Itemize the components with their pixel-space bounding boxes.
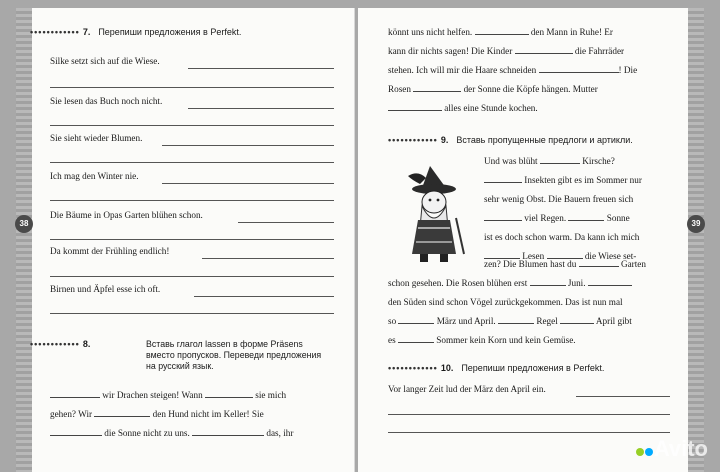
text-fragment: die Fahrräder [574,46,625,56]
answer-line[interactable] [162,145,334,146]
gap-blank[interactable] [475,26,529,35]
text-fragment: Garten [620,259,646,269]
task-7-header [30,27,241,38]
page-number-right: 39 [687,215,705,233]
text-fragment: Lesen [522,251,545,261]
answer-line[interactable] [50,87,334,88]
task-title: Перепиши предложения в Perfekt. [98,27,242,37]
answer-line[interactable] [388,432,670,433]
answer-line[interactable] [50,313,334,314]
gap-blank[interactable] [515,45,573,54]
right-page-edge [688,8,704,472]
task-title: Вставь пропущенные предлоги и артикли. [456,135,633,145]
text-fragment: zen? Die Blumen hast du [484,259,577,269]
text-fragment: könnt uns nicht helfen. [388,27,473,37]
gap-blank[interactable] [579,258,619,267]
text-fragment: wir Drachen steigen! Wann [102,390,203,400]
logo-dot-icon [636,448,644,456]
text-fragment: das, ihr [266,428,294,438]
text-fragment: Kirsche? [582,156,615,166]
task-number: 10. [440,363,454,373]
instruction-line: на русский язык. [146,361,214,371]
text-fragment: sehr wenig Obst. Die Bauern freuen sich [484,194,634,204]
answer-line[interactable] [576,396,670,397]
answer-line[interactable] [50,239,334,240]
answer-line[interactable] [50,276,334,277]
task-number: 9. [440,135,449,145]
task-title: Перепиши предложения в Perfekt. [461,363,605,373]
text-fragment: Rosen [388,84,411,94]
answer-line[interactable] [202,258,334,259]
text-fragment: der Sonne die Köpfe hängen. Mutter [463,84,598,94]
sentence: Sie sieht wieder Blumen. [50,133,143,143]
task-number: 8. [82,339,91,349]
gap-blank[interactable] [50,427,102,436]
sentence: Die Bäume in Opas Garten blühen schon. [50,210,203,220]
text-fragment: ! Die [618,65,638,75]
text-fragment: Und was blüht [484,156,538,166]
watermark-text: Avito [653,436,708,461]
task-9-header [388,135,633,146]
text-fragment: so [388,316,397,326]
task-9-text-upper [484,152,676,266]
text-fragment: sie mich [255,390,287,400]
text-fragment: schon gesehen. Die Rosen blühen erst [388,278,528,288]
answer-line[interactable] [50,125,334,126]
task-10-header [388,363,604,374]
watermark-logo [636,436,708,462]
gap-blank[interactable] [50,389,100,398]
task-8-text [50,386,338,443]
text-fragment: kann dir nichts sagen! Die Kinder [388,46,513,56]
left-page-edge [16,8,32,472]
text-fragment: alles eine Stunde kochen. [444,103,538,113]
task-dots: •••••••••••• [388,135,438,145]
gap-blank[interactable] [539,64,619,73]
gap-blank[interactable] [413,83,461,92]
answer-line[interactable] [162,183,334,184]
gap-blank[interactable] [540,155,580,164]
sentence: Vor langer Zeit lud der März den April ein. [388,384,546,394]
text-fragment: Sommer kein Korn und kein Gemüse. [436,335,576,345]
text-fragment: Juni. [567,278,586,288]
text-fragment: es [388,335,396,345]
sentence: Sie lesen das Buch noch nicht. [50,96,163,106]
answer-line[interactable] [188,68,334,69]
sentence: Silke setzt sich auf die Wiese. [50,56,160,66]
answer-line[interactable] [388,414,670,415]
gap-blank[interactable] [498,315,534,324]
task-dots: •••••••••••• [388,363,438,373]
answer-line[interactable] [188,108,334,109]
task-dots: •••••••••••• [30,339,80,349]
answer-line[interactable] [50,162,334,163]
gap-blank[interactable] [205,389,253,398]
left-page [16,8,355,472]
right-page [358,8,704,472]
gap-blank[interactable] [398,315,434,324]
gap-blank[interactable] [192,427,264,436]
text-fragment: ist es doch schon warm. Da kann ich mich [484,232,640,242]
text-fragment: gehen? Wir [50,409,93,419]
task-dots: •••••••••••• [30,27,80,37]
text-fragment: den Süden sind schon Vögel zurückgekommen. Das ist nun mal [388,297,623,307]
sentence: Ich mag den Winter nie. [50,171,139,181]
instruction-line: Вставь глагол lassen в форме Präsens [146,339,303,349]
task-8-continuation [388,23,674,118]
answer-line[interactable] [50,200,334,201]
gap-blank[interactable] [568,212,604,221]
gap-blank[interactable] [94,408,150,417]
gap-blank[interactable] [560,315,594,324]
page-number-left: 38 [15,215,33,233]
gap-blank[interactable] [484,174,522,183]
answer-line[interactable] [238,222,334,223]
text-fragment: die Wiese set- [584,251,637,261]
sentence: Da kommt der Frühling endlich! [50,246,170,256]
task-9-text-lower [388,255,678,350]
text-fragment: März und April. [436,316,496,326]
text-fragment: Insekten gibt es im Sommer nur [524,175,642,185]
text-fragment: die Sonne nicht zu uns. [104,428,190,438]
gap-blank[interactable] [398,334,434,343]
text-fragment: den Mann in Ruhe! Er [530,27,613,37]
sentence: Birnen und Äpfel esse ich oft. [50,284,161,294]
instruction-line: вместо пропусков. Переведи предложения [146,350,322,360]
answer-line[interactable] [194,296,334,297]
gap-blank[interactable] [530,277,566,286]
task-8-instruction [146,339,346,372]
text-fragment: viel Regen. [524,213,567,223]
logo-dot-icon [645,448,653,456]
text-fragment: Sonne [606,213,630,223]
text-fragment: Regel [536,316,558,326]
gap-blank[interactable] [588,277,632,286]
witch-illustration-icon [400,158,472,268]
text-fragment: April gibt [595,316,632,326]
task-8-header [30,339,98,350]
task-number: 7. [82,27,91,37]
gap-blank[interactable] [484,212,522,221]
text-fragment: den Hund nicht im Keller! Sie [152,409,264,419]
gap-blank[interactable] [388,102,442,111]
text-fragment: stehen. Ich will mir die Haare schneiden [388,65,537,75]
